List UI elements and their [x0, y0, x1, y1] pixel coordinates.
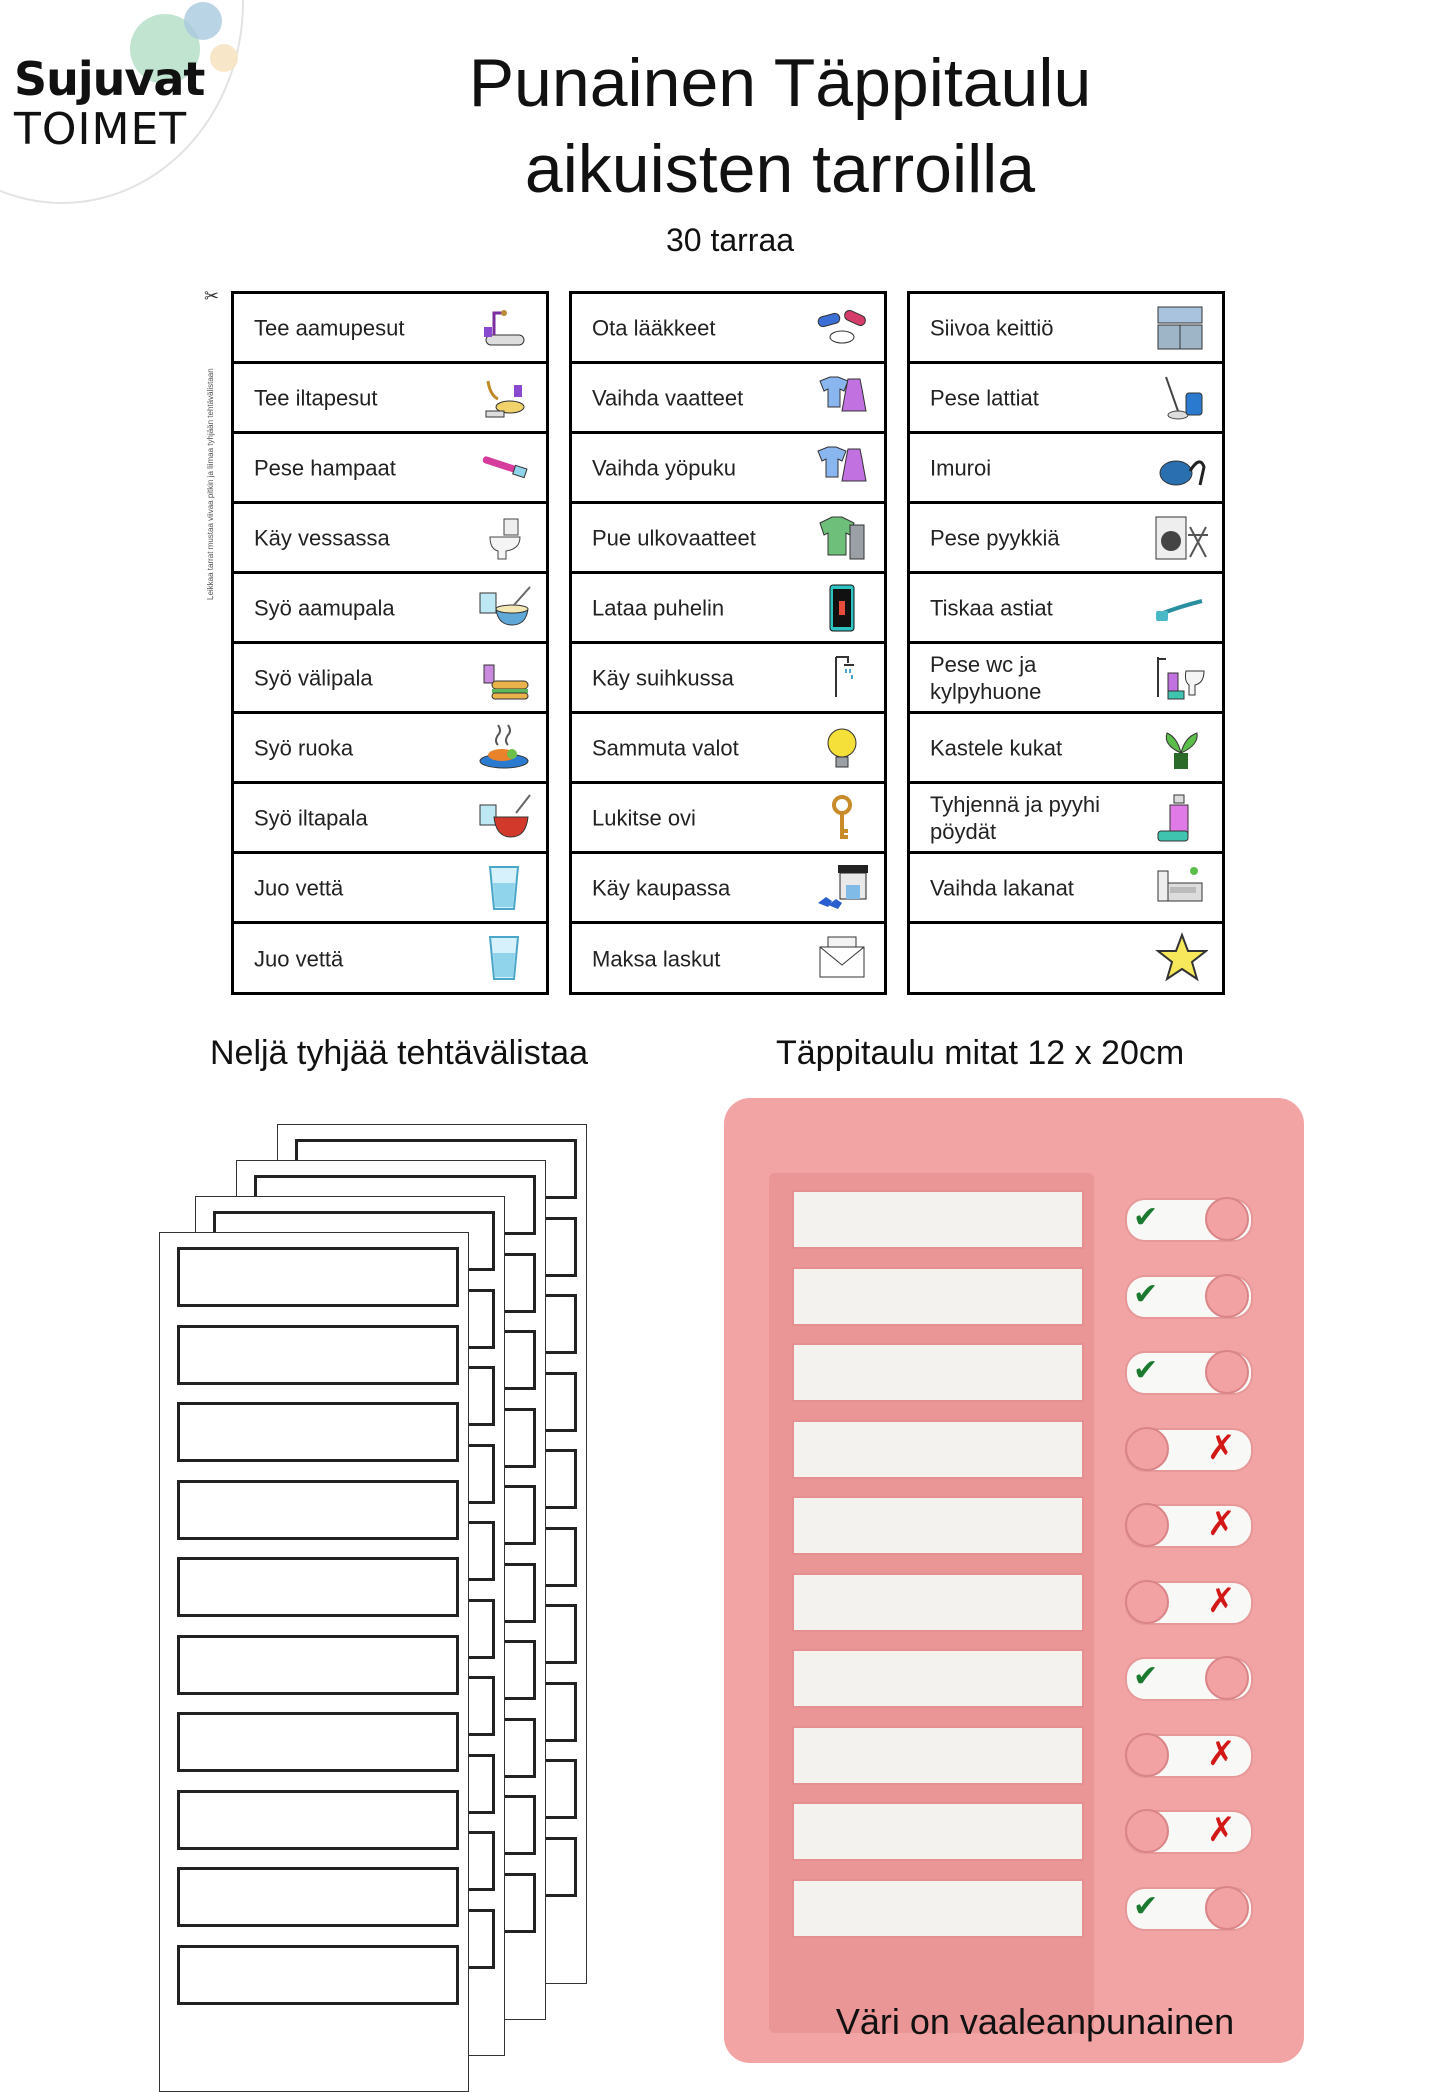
sticker-label: Käy kaupassa — [592, 875, 731, 900]
outdoor-clothes-icon — [814, 511, 870, 565]
status-slider[interactable] — [1125, 1275, 1253, 1319]
sticker-label: Pese wc ja kylpyhuone — [930, 651, 1042, 704]
cut-instruction: Leikkaa tarrat mustaa viivaa pitkin ja liimaa tyhjään tehtävälistaan — [206, 368, 215, 600]
bed-icon — [1152, 861, 1208, 915]
slider-knob[interactable] — [1125, 1580, 1169, 1624]
pills-icon — [814, 301, 870, 355]
blank-slot — [177, 1557, 459, 1617]
sticker-cell — [234, 784, 546, 854]
blank-slot — [177, 1712, 459, 1772]
sticker-label: Syö aamupala — [254, 595, 395, 620]
slider-knob[interactable] — [1125, 1733, 1169, 1777]
sticker-cell — [234, 364, 546, 434]
task-strip-slot — [792, 1802, 1084, 1861]
hot-meal-icon — [476, 721, 532, 775]
sticker-label: Tee iltapesut — [254, 385, 378, 410]
slider-knob[interactable] — [1205, 1886, 1249, 1930]
sticker-label: Tiskaa astiat — [930, 595, 1053, 620]
sticker-cell — [572, 434, 884, 504]
cross-icon: ✗ — [1207, 1505, 1236, 1543]
dish-brush-icon — [1152, 581, 1208, 635]
sticker-column-1 — [231, 291, 549, 995]
water-glass-icon — [476, 931, 532, 985]
sink-icon — [476, 301, 532, 355]
clothes-icon — [814, 371, 870, 425]
sticker-cell — [234, 714, 546, 784]
check-icon: ✔ — [1133, 1660, 1159, 1693]
sticker-cell — [572, 574, 884, 644]
sticker-label: Vaihda vaatteet — [592, 385, 744, 410]
slider-knob[interactable] — [1205, 1656, 1249, 1700]
sticker-label: Syö välipala — [254, 665, 373, 690]
slider-knob[interactable] — [1205, 1350, 1249, 1394]
blank-slot — [177, 1480, 459, 1540]
sticker-cell — [234, 294, 546, 364]
check-icon: ✔ — [1133, 1201, 1159, 1234]
pajamas-icon — [814, 441, 870, 495]
breakfast-bowl-icon — [476, 581, 532, 635]
sticker-column-2 — [569, 291, 887, 995]
status-slider[interactable] — [1125, 1657, 1253, 1701]
status-slider[interactable] — [1125, 1351, 1253, 1395]
sticker-cell — [910, 714, 1222, 784]
kitchen-icon — [1152, 301, 1208, 355]
sticker-cell — [910, 574, 1222, 644]
sticker-cell — [910, 854, 1222, 924]
sticker-label: Juo vettä — [254, 946, 344, 972]
sticker-label: Vaihda yöpuku — [592, 455, 736, 480]
slider-knob[interactable] — [1205, 1274, 1249, 1318]
sticker-cell — [234, 924, 546, 994]
shop-icon — [814, 861, 870, 915]
sticker-label: Tyhjennä ja pyyhi pöydät — [930, 791, 1100, 844]
sticker-label: Siivoa keittiö — [930, 315, 1054, 340]
water-glass-icon — [476, 861, 532, 915]
sticker-label: Pue ulkovaatteet — [592, 525, 756, 550]
sticker-label: Sammuta valot — [592, 735, 739, 760]
blank-slot — [177, 1867, 459, 1927]
sticker-cell — [910, 504, 1222, 574]
toothbrush-icon — [476, 441, 532, 495]
toilet-icon — [476, 511, 532, 565]
sticker-label: Vaihda lakanat — [930, 875, 1074, 900]
page-title-line2: aikuisten tarroilla — [524, 131, 1036, 207]
blank-lists-heading: Neljä tyhjää tehtävälistaa — [210, 1034, 589, 1072]
slider-knob[interactable] — [1125, 1503, 1169, 1547]
slider-knob[interactable] — [1205, 1197, 1249, 1241]
plant-icon — [1152, 721, 1208, 775]
logo-blob-yellow — [210, 44, 238, 72]
sticker-label: Pese pyykkiä — [930, 525, 1060, 550]
sticker-cell — [572, 714, 884, 784]
task-strip-slot — [792, 1726, 1084, 1785]
sticker-cell — [234, 644, 546, 714]
task-strip-slot — [792, 1879, 1084, 1938]
sticker-label: Syö ruoka — [254, 735, 354, 760]
status-slider[interactable] — [1125, 1887, 1253, 1931]
sticker-label: Juo vettä — [254, 875, 344, 900]
sticker-column-3 — [907, 291, 1225, 995]
sticker-cell — [572, 854, 884, 924]
shower-icon — [814, 651, 870, 705]
washing-machine-icon — [1152, 511, 1208, 565]
sticker-cell — [572, 644, 884, 714]
blank-slot — [177, 1402, 459, 1462]
task-strip-slot — [792, 1343, 1084, 1402]
mop-icon — [1152, 371, 1208, 425]
sticker-cell — [910, 784, 1222, 854]
sticker-label: Käy suihkussa — [592, 665, 734, 690]
sticker-cell — [234, 574, 546, 644]
cross-icon: ✗ — [1207, 1734, 1236, 1773]
sticker-label: Syö iltapala — [254, 805, 368, 830]
cross-icon: ✗ — [1207, 1581, 1236, 1620]
sticker-label: Maksa laskut — [592, 946, 721, 972]
blank-slot — [177, 1945, 459, 2005]
status-slider[interactable] — [1125, 1504, 1253, 1548]
logo-text-top: Sujuvat — [14, 52, 205, 106]
sticker-cell — [572, 924, 884, 994]
task-strip-slot — [792, 1267, 1084, 1326]
logo-text-bottom: TOIMET — [14, 104, 188, 155]
check-icon: ✔ — [1133, 1277, 1159, 1311]
bathroom-clean-icon — [1152, 651, 1208, 705]
blank-slot — [177, 1635, 459, 1695]
evening-snack-icon — [476, 791, 532, 845]
sticker-cell — [572, 294, 884, 364]
status-slider[interactable] — [1125, 1734, 1253, 1778]
sticker-label: Pese hampaat — [254, 455, 396, 480]
sticker-label: Imuroi — [930, 455, 992, 480]
sticker-label: Käy vessassa — [254, 525, 390, 550]
blank-slot — [177, 1247, 459, 1307]
star-icon — [1152, 931, 1208, 985]
sticker-cell — [572, 784, 884, 854]
status-slider[interactable] — [1125, 1810, 1253, 1854]
spray-sponge-icon — [1152, 791, 1208, 845]
color-caption: Väri on vaaleanpunainen — [835, 2001, 1235, 2042]
task-strip-slot — [792, 1420, 1084, 1479]
sticker-cell — [910, 434, 1222, 504]
phone-charging-icon — [814, 581, 870, 635]
scissors-icon: ✂ — [204, 286, 220, 306]
check-icon: ✔ — [1133, 1354, 1159, 1387]
sticker-label: Ota lääkkeet — [592, 315, 716, 340]
page-title-line1: Punainen Täppitaulu — [468, 45, 1092, 121]
status-slider[interactable] — [1125, 1198, 1253, 1242]
sticker-cell — [910, 924, 1222, 994]
blank-slot — [177, 1325, 459, 1385]
blank-slot — [177, 1790, 459, 1850]
sticker-label: Lataa puhelin — [592, 595, 725, 620]
sticker-cell — [910, 644, 1222, 714]
slider-knob[interactable] — [1125, 1427, 1169, 1471]
sink-soap-icon — [476, 371, 532, 425]
sticker-label: Lukitse ovi — [592, 805, 696, 830]
sticker-cell — [234, 504, 546, 574]
task-strip-slot — [792, 1190, 1084, 1249]
logo-blob-blue — [184, 2, 222, 40]
status-slider[interactable] — [1125, 1428, 1253, 1472]
sandwich-icon — [476, 651, 532, 705]
check-icon: ✔ — [1133, 1889, 1159, 1923]
blank-task-list — [159, 1232, 469, 2092]
slider-knob[interactable] — [1125, 1809, 1169, 1853]
sticker-cell — [910, 294, 1222, 364]
sticker-label: Pese lattiat — [930, 385, 1039, 410]
task-strip-slot — [792, 1496, 1084, 1555]
board-size-heading: Täppitaulu mitat 12 x 20cm — [776, 1034, 1185, 1072]
sticker-cell — [234, 434, 546, 504]
status-slider[interactable] — [1125, 1581, 1253, 1625]
sticker-cell — [234, 854, 546, 924]
page-subtitle: 30 tarraa — [665, 222, 795, 258]
sticker-label: Kastele kukat — [930, 735, 1063, 760]
cross-icon: ✗ — [1207, 1428, 1236, 1467]
vacuum-icon — [1152, 441, 1208, 495]
bill-envelope-icon — [814, 931, 870, 985]
cross-icon: ✗ — [1207, 1811, 1236, 1849]
sticker-cell — [572, 364, 884, 434]
sticker-cell — [572, 504, 884, 574]
task-strip-slot — [792, 1649, 1084, 1708]
key-icon — [814, 791, 870, 845]
sticker-label: Tee aamupesut — [254, 315, 405, 340]
task-strip-slot — [792, 1573, 1084, 1632]
lightbulb-icon — [814, 721, 870, 775]
sticker-cell — [910, 364, 1222, 434]
